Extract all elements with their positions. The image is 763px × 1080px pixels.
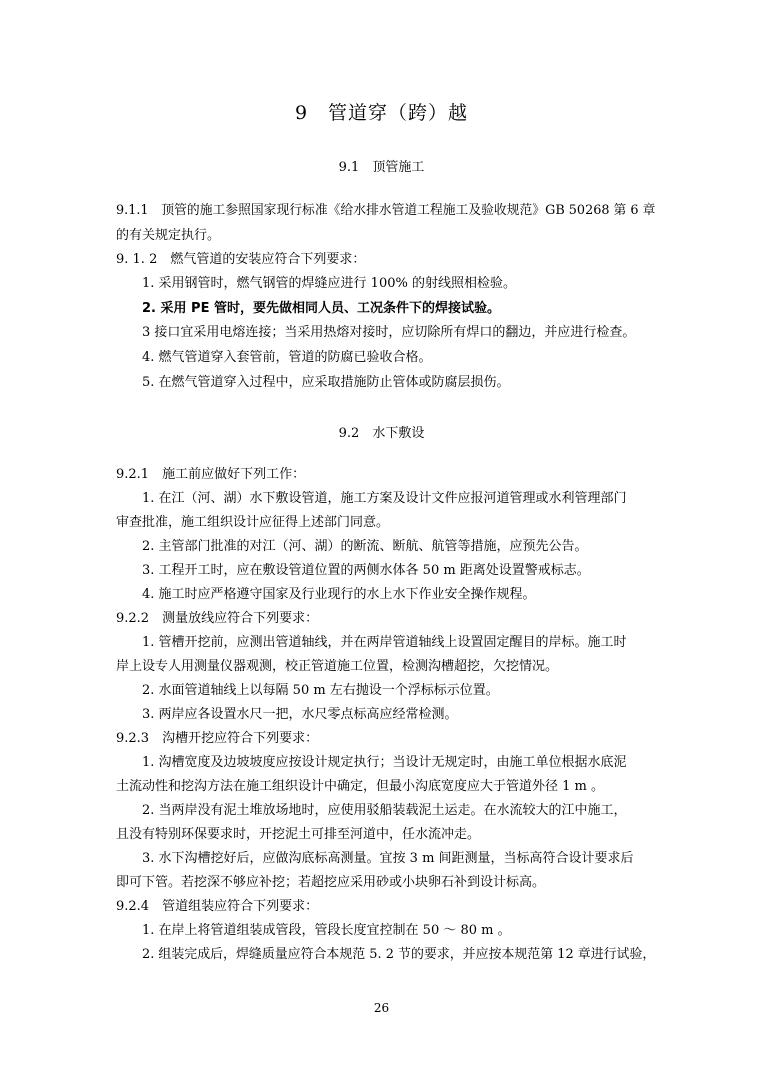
- chapter-title: 9 管道穿（跨）越: [294, 102, 469, 124]
- list-item: 4. 施工时应严格遵守国家及行业现行的水上水下作业安全操作规程。: [142, 587, 536, 602]
- clause-heading: 9. 1. 2 燃气管道的安装应符合下列要求：: [116, 252, 366, 267]
- section-heading-9-2: 9.2 水下敷设: [338, 426, 425, 441]
- clause-heading: 9.2.3 沟槽开挖应符合下列要求：: [116, 731, 319, 746]
- list-item: 2. 当两岸没有泥土堆放场地时，应使用驳船装载泥土运走。在水流较大的江中施工，: [142, 803, 627, 818]
- paragraph-line: 土流动性和挖沟方法在施工组织设计中确定，但最小沟底宽度应大于管道外径 1 m 。: [116, 779, 604, 794]
- list-item: 2. 组装完成后，焊缝质量应符合本规范 5. 2 节的要求，并应按本规范第 12 章进行试验，: [142, 947, 656, 962]
- list-item: 4. 燃气管道穿入套管前，管道的防腐已验收合格。: [142, 350, 432, 365]
- list-item: 2. 主管部门批准的对江（河、湖）的断流、断航、航管等措施，应预先公告。: [142, 539, 588, 554]
- list-item: 5. 在燃气管道穿入过程中，应采取措施防止管体或防腐层损伤。: [142, 375, 510, 390]
- clause-heading: 9.2.4 管道组装应符合下列要求：: [116, 899, 319, 914]
- paragraph-line: 岸上设专人用测量仪器观测，校正管道施工位置，检测沟槽超挖，欠挖情况。: [116, 659, 559, 674]
- clause-heading: 9.2.2 测量放线应符合下列要求：: [116, 611, 319, 626]
- list-item: 1. 沟槽宽度及边坡坡度应按设计规定执行；当设计无规定时，由施工单位根据水底泥: [142, 755, 627, 770]
- paragraph-line: 9.1.1 顶管的施工参照国家现行标准《给水排水管道工程施工及验收规范》GB 50268 第 6 章: [116, 203, 656, 218]
- list-item: 3. 工程开工时，应在敷设管道位置的两侧水体各 50 m 距离处设置警戒标志。: [142, 563, 590, 578]
- list-item: 1. 在江（河、湖）水下敷设管道，施工方案及设计文件应报河道管理或水利管理部门: [142, 491, 627, 506]
- list-item: 1. 采用钢管时，燃气钢管的焊缝应进行 100% 的射线照相检验。: [142, 276, 516, 291]
- page-number: 26: [373, 1001, 390, 1015]
- section-heading-9-1: 9.1 顶管施工: [338, 160, 425, 175]
- list-item: 3 接口宜采用电熔连接；当采用热熔对接时，应切除所有焊口的翻边，并应进行检查。: [142, 325, 636, 340]
- list-item-bold: 2. 采用 PE 管时，要先做相同人员、工况条件下的焊接试验。: [142, 301, 500, 316]
- list-item: 2. 水面管道轴线上以每隔 50 m 左右抛设一个浮标标示位置。: [142, 683, 499, 698]
- paragraph-line: 且没有特别环保要求时，开挖泥土可排至河道中，任水流冲走。: [116, 827, 481, 842]
- list-item: 1. 管槽开挖前，应测出管道轴线，并在两岸管道轴线上设置固定醒目的岸标。施工时: [142, 635, 627, 650]
- list-item: 1. 在岸上将管道组装成管段，管段长度宜控制在 50 ～ 80 m 。: [142, 923, 511, 938]
- list-item: 3. 水下沟槽挖好后，应做沟底标高测量。宜按 3 m 间距测量，当标高符合设计要求后: [142, 851, 634, 866]
- clause-heading: 9.2.1 施工前应做好下列工作：: [116, 467, 306, 482]
- paragraph-line: 即可下管。若挖深不够应补挖；若超挖应采用砂或小块卵石补到设计标高。: [116, 875, 546, 890]
- list-item: 3. 两岸应各设置水尺一把，水尺零点标高应经常检测。: [142, 707, 458, 722]
- paragraph-line: 审查批准，施工组织设计应征得上述部门同意。: [116, 515, 390, 530]
- paragraph-line: 的有关规定执行。: [116, 228, 221, 243]
